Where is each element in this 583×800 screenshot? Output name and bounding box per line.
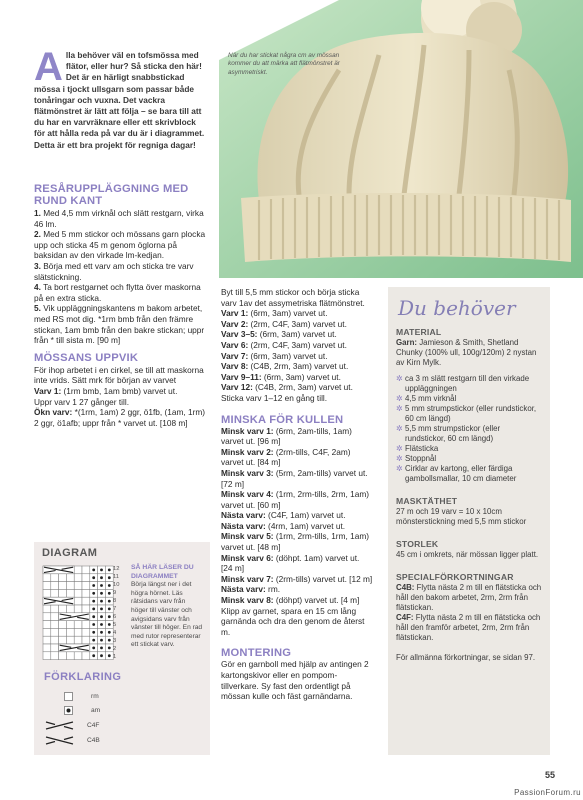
chart-cell <box>82 566 90 574</box>
chart-cell <box>43 621 51 629</box>
general-abbreviations-note: För allmänna förkortningar, se sidan 97. <box>396 653 536 662</box>
materials-box <box>388 287 550 755</box>
pattern-line: Sticka varv 1–12 en gång till. <box>221 392 328 403</box>
abbreviation-item: C4F: Flytta nästa 2 m till en flätsticka och håll den framför arbetet, 2rm, 2rm från flätstickan. <box>396 613 541 642</box>
empty-square-icon <box>64 692 77 701</box>
chart-cell <box>82 652 90 660</box>
purl-dot <box>108 631 111 634</box>
assembly-text: Gör en garnboll med hjälp av antingen 2 kartongskivor eller en pompom-tillverkare. Sy fast den ordentligt på mössan kulle och fäst garnändarna. <box>221 659 369 702</box>
cuff-line: Uppr varv 1 27 gånger till. <box>34 396 130 407</box>
legend-heading: FÖRKLARING <box>44 671 122 683</box>
chart-cell <box>51 652 59 660</box>
chart-cell <box>74 566 82 574</box>
material-text: Garn: Jamieson & Smith, Shetland Chunky (100% ull, 100g/120m) 2 nystan av Kirn Mylk. <box>396 338 537 367</box>
chart-cell <box>74 589 82 597</box>
material-item: ✲ Cirklar av kartong, eller färdiga gambollsmallar, 10 cm diameter <box>396 464 517 483</box>
row-number: 6 <box>113 614 117 620</box>
size-heading: STORLEK <box>396 539 439 549</box>
materials-box-title: Du behöver <box>398 296 516 320</box>
cable-left-icon <box>45 736 75 745</box>
material-item: ✲ ca 3 m slätt restgarn till den virkade uppläggningen <box>396 374 530 393</box>
bullet-star-icon: ✲ <box>396 464 403 473</box>
purl-dot <box>92 615 95 618</box>
chart-cell <box>82 628 90 636</box>
legend-item-rm: rm <box>64 692 99 701</box>
purl-dot <box>92 608 95 611</box>
chart-cell <box>51 628 59 636</box>
gauge-text: 27 m och 19 varv = 10 x 10cm mönsterstickning med 5,5 mm stickor <box>396 507 527 526</box>
intro-text: lla behöver väl en tofsmössa med flätor, eller hur? Så sticka den här! Det är en härligt snabbstickad mössa i tjockt ullsgarn som passar både tonåringar och vuxna. Det vackra flätmönstret är lätt att följa – se bara till att du har en varvräknare eller ett skrivblock för att hålla reda på var du är i diagrammet. Detta är ett bra projekt för regniga dagar! <box>34 50 205 150</box>
assembly-heading: MONTERING <box>221 647 292 660</box>
chart-cell <box>66 628 74 636</box>
purl-dot <box>108 576 111 579</box>
decrease-heading: MINSKA FÖR KULLEN <box>221 413 344 426</box>
chart-cell <box>74 621 82 629</box>
decrease-line: Nästa varv: (4rm, 1am) varvet ut. <box>221 520 346 531</box>
chart-cell <box>74 574 82 582</box>
middle-column <box>221 287 373 702</box>
legend-item-c4f: C4F <box>45 721 99 730</box>
diagram-heading: DIAGRAM <box>42 547 98 559</box>
decrease-line: Minsk varv 1: (6rm, 2am-tills, 1am) varvet ut. [96 m] <box>221 425 352 447</box>
dot-square-icon <box>64 706 77 715</box>
chart-cell <box>74 597 82 605</box>
pattern-line: Varv 12: (C4B, 2rm, 3am) varvet ut. <box>221 382 353 393</box>
purl-dot <box>100 592 103 595</box>
bullet-star-icon: ✲ <box>396 404 403 413</box>
pattern-line: Varv 7: (6rm, 3am) varvet ut. <box>221 350 328 361</box>
abbreviations-heading: SPECIALFÖRKORTNINGAR <box>396 572 514 582</box>
chart-cell <box>82 582 90 590</box>
cast-on-step: 2. Med 5 mm stickor och mössans garn plocka upp och sticka 45 m genom öglorna på baksidan av den virkade lm-kedjan. <box>34 229 206 261</box>
row-number: 10 <box>113 582 120 588</box>
help-title: SÅ HÄR LÄSER DU DIAGRAMMET <box>131 564 194 580</box>
chart-cell <box>59 628 67 636</box>
watermark: PassionForum.ru <box>514 788 581 797</box>
decrease-line: Minsk varv 4: (1rm, 2rm-tills, 2rm, 1am) varvet ut. [60 m] <box>221 489 369 510</box>
chart-cell <box>59 605 67 613</box>
legend-item-am: am <box>64 706 100 715</box>
chart-cell <box>74 582 82 590</box>
chart-reading-help <box>131 564 203 650</box>
gauge-heading: MASKTÄTHET <box>396 496 458 506</box>
chart-cell <box>51 621 59 629</box>
purl-dot <box>92 623 95 626</box>
purl-dot <box>100 600 103 603</box>
chart-cell <box>43 589 51 597</box>
cuff-heading: MÖSSANS UPPVIK <box>34 351 139 364</box>
purl-dot <box>100 584 103 587</box>
pattern-line: Varv 6: (2rm, C4F, 3am) varvet ut. <box>221 339 347 350</box>
chart-cell <box>43 644 51 652</box>
material-item: ✲ Stoppnål <box>396 454 437 463</box>
purl-dot <box>108 600 111 603</box>
pattern-line: Varv 9–11: (6rm, 3am) varvet ut. <box>221 371 341 382</box>
row-number: 8 <box>113 598 117 604</box>
cable-right-icon <box>45 721 75 730</box>
purl-dot <box>100 569 103 572</box>
decrease-line: Minsk varv 2: (2rm-tills, C4F, 2am) varvet ut. [84 m] <box>221 446 351 468</box>
left-column <box>34 183 209 428</box>
cable-chart-grid <box>42 565 124 665</box>
bullet-star-icon: ✲ <box>396 374 403 383</box>
purl-dot <box>100 576 103 579</box>
chart-cell <box>59 652 67 660</box>
chart-cell <box>43 582 51 590</box>
purl-dot <box>100 654 103 657</box>
purl-dot <box>108 647 111 650</box>
cuff-line: Ökn varv: *(1rm, 1am) 2 ggr, ö1fb, (1am, 1rm) 2 ggr, ö1afb; uppr från * varvet ut. [108 m] <box>34 407 206 428</box>
chart-cell <box>51 582 59 590</box>
purl-dot <box>92 592 95 595</box>
decrease-line: Klipp av garnet, spara en 15 cm lång garnända och dra den genom de återst m. <box>221 605 365 637</box>
cast-on-step: 4. Ta bort restgarnet och flytta över maskorna på en extra sticka. <box>34 282 201 303</box>
purl-dot <box>92 569 95 572</box>
purl-dot <box>100 608 103 611</box>
decrease-line: Minsk varv 6: (döhpt. 1am) varvet ut. [24 m] <box>221 552 360 574</box>
pattern-intro: Byt till 5,5 mm stickor och börja sticka varv 1av det assymetriska flätmönstret. <box>221 287 365 308</box>
row-number: 5 <box>113 622 117 628</box>
chart-cell <box>74 652 82 660</box>
purl-dot <box>100 615 103 618</box>
chart-cell <box>51 605 59 613</box>
decrease-line: Nästa varv: rm. <box>221 584 281 595</box>
purl-dot <box>100 647 103 650</box>
decrease-line: Minsk varv 8: (döhpt) varvet ut. [4 m] <box>221 595 360 606</box>
chart-cell <box>66 621 74 629</box>
row-number: 11 <box>113 574 120 580</box>
chart-cell <box>43 652 51 660</box>
page-number: 55 <box>545 770 556 780</box>
purl-dot <box>108 654 111 657</box>
chart-cell <box>66 636 74 644</box>
chart-cell <box>82 605 90 613</box>
pattern-line: Varv 2: (2rm, C4F, 3am) varvet ut. <box>221 318 347 329</box>
bullet-star-icon: ✲ <box>396 444 403 453</box>
purl-dot <box>92 584 95 587</box>
size-text: 45 cm i omkrets, när mössan ligger platt. <box>396 550 539 559</box>
row-number: 4 <box>113 630 117 636</box>
chart-cell <box>66 605 74 613</box>
purl-dot <box>92 576 95 579</box>
purl-dot <box>92 639 95 642</box>
chart-cell <box>66 574 74 582</box>
decrease-line: Minsk varv 3: (5rm, 2am-tills) varvet ut. [72 m] <box>221 467 368 489</box>
purl-dot <box>108 615 111 618</box>
photo-caption: När du har stickat några cm av mössan kommer du att märka att flätmönstret är asymmetriskt. <box>228 52 340 76</box>
cast-on-step: 1. Med 4,5 mm virknål och slätt restgarn, virka 46 lm. <box>34 208 204 229</box>
cuff-line: Varv 1: (1rm bmb, 1am bmb) varvet ut. <box>34 385 178 396</box>
purl-dot <box>100 623 103 626</box>
help-text: Börja längst ner i det högra hörnet. Läs rätsidans varv från höger till vänster och avigsidans varv från vänster till höger. En rad med rutor representerar ett stickat varv. <box>131 581 203 649</box>
row-number: 1 <box>113 654 117 660</box>
pattern-line: Varv 1: (6rm, 3am) varvet ut. <box>221 308 328 319</box>
bullet-star-icon: ✲ <box>396 454 403 463</box>
row-number: 7 <box>113 606 117 612</box>
purl-dot <box>92 647 95 650</box>
chart-cell <box>43 605 51 613</box>
chart-cell <box>59 574 67 582</box>
purl-dot <box>108 623 111 626</box>
material-heading: MATERIAL <box>396 327 442 337</box>
chart-cell <box>82 589 90 597</box>
legend-item-c4b: C4B <box>45 736 100 745</box>
chart-cell <box>82 574 90 582</box>
knitted-hat-image <box>219 0 583 278</box>
bullet-star-icon: ✲ <box>396 394 403 403</box>
intro-paragraph <box>34 45 209 151</box>
cast-on-step: 5. Vik uppläggningskantens m bakom arbetet, med RS mot dig. *1rm bmb från den främre stickan, 1am bmb från den bakre stickan; uppr från * till sista m. [90 m] <box>34 303 205 346</box>
cuff-intro: För ihop arbetet i en cirkel, se till att maskorna inte vrids. Sätt mrk för början av varvet <box>34 364 204 386</box>
chart-cell <box>66 652 74 660</box>
chart-cell <box>74 605 82 613</box>
purl-dot <box>100 639 103 642</box>
cast-on-steps <box>34 208 209 346</box>
chart-cell <box>51 589 59 597</box>
drop-cap: A <box>34 45 63 89</box>
material-item: ✲ 5,5 mm strumpstickor (eller rundstickor, 60 cm längd) <box>396 424 501 443</box>
material-item: ✲ 5 mm strumpstickor (eller rundstickor, 60 cm längd) <box>396 404 537 423</box>
bullet-star-icon: ✲ <box>396 424 403 433</box>
purl-dot <box>108 584 111 587</box>
purl-dot <box>108 592 111 595</box>
purl-dot <box>108 639 111 642</box>
purl-dot <box>108 569 111 572</box>
row-number: 3 <box>113 638 117 644</box>
decrease-line: Minsk varv 5: (1rm, 2rm-tills, 1rm, 1am) varvet ut. [48 m] <box>221 531 369 553</box>
chart-cell <box>82 636 90 644</box>
chart-cell <box>43 636 51 644</box>
chart-cell <box>43 613 51 621</box>
pattern-line: Varv 3–5: (6rm, 3am) varvet ut. <box>221 329 337 340</box>
chart-cell <box>59 621 67 629</box>
decrease-line: Nästa varv: (C4F, 1am) varvet ut. <box>221 510 346 521</box>
purl-dot <box>92 600 95 603</box>
cast-on-step: 3. Börja med ett varv am och sticka tre varv slätstickning. <box>34 260 194 282</box>
material-item: ✲ Flätsticka <box>396 444 439 453</box>
chart-cell <box>43 628 51 636</box>
chart-cell <box>82 621 90 629</box>
row-number: 12 <box>113 566 120 572</box>
decrease-line: Minsk varv 7: (2rm-tills) varvet ut. [12 m] <box>221 573 373 584</box>
pattern-line: Varv 8: (C4B, 2rm, 3am) varvet ut. <box>221 361 349 372</box>
chart-cell <box>66 589 74 597</box>
abbreviation-item: C4B: Flytta nästa 2 m till en flätsticka och håll den bakom arbetet, 2rm, 2rm från flätstickan. <box>396 583 542 612</box>
chart-cell <box>66 582 74 590</box>
chart-cell <box>59 582 67 590</box>
chart-cell <box>51 574 59 582</box>
chart-cell <box>74 628 82 636</box>
purl-dot <box>108 608 111 611</box>
row-number: 9 <box>113 590 117 596</box>
chart-cell <box>51 644 59 652</box>
row-number: 2 <box>113 646 117 652</box>
material-item: ✲ 4,5 mm virknål <box>396 394 457 403</box>
chart-cell <box>43 574 51 582</box>
cast-on-heading: RESÅRUPPLÄGGNING MED RUND KANT <box>34 183 189 207</box>
chart-cell <box>59 589 67 597</box>
hat-photo <box>219 0 583 278</box>
row-number-column <box>113 565 125 661</box>
chart-cell <box>51 613 59 621</box>
purl-dot <box>92 654 95 657</box>
chart-cell <box>82 597 90 605</box>
purl-dot <box>92 631 95 634</box>
chart-cell <box>59 636 67 644</box>
chart-cell <box>74 636 82 644</box>
purl-dot <box>100 631 103 634</box>
chart-cell <box>51 636 59 644</box>
